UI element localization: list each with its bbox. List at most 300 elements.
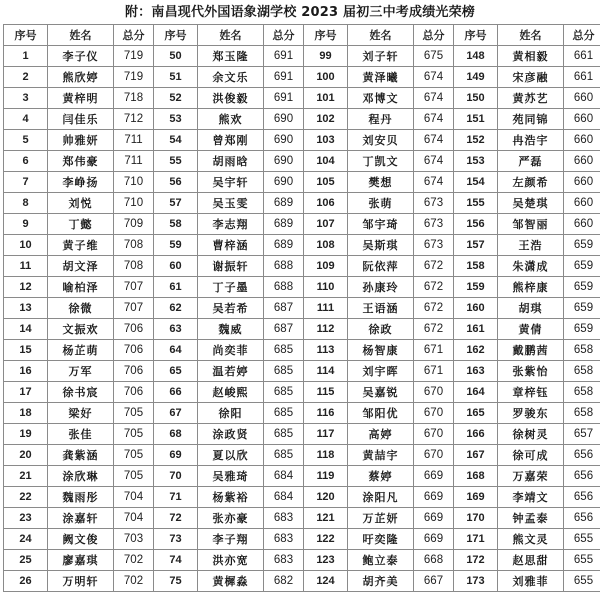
name-cell: 胡雨晗 [198,151,264,172]
rank-cell: 21 [4,466,48,487]
rank-cell: 120 [304,487,348,508]
name-cell: 冉浩宇 [498,130,564,151]
score-cell: 683 [264,508,304,529]
score-cell: 689 [264,235,304,256]
table-row [4,151,600,172]
rank-cell: 51 [154,67,198,88]
rank-cell: 71 [154,487,198,508]
table-row [4,571,600,592]
header-name: 姓名 [198,25,264,46]
rank-cell: 103 [304,130,348,151]
score-cell: 659 [564,298,600,319]
name-cell: 李子翔 [198,529,264,550]
name-cell: 邹智丽 [498,214,564,235]
name-cell: 徐微 [48,298,114,319]
rank-cell: 156 [454,214,498,235]
name-cell: 徐书宸 [48,382,114,403]
name-cell: 黄相毅 [498,46,564,67]
name-cell: 刘雅菲 [498,571,564,592]
name-cell: 钟孟泰 [498,508,564,529]
name-cell: 李子仪 [48,46,114,67]
score-cell: 685 [264,361,304,382]
score-cell: 706 [114,319,154,340]
rank-cell: 18 [4,403,48,424]
name-cell: 罗骏东 [498,403,564,424]
score-cell: 669 [414,508,454,529]
score-cell: 655 [564,529,600,550]
rank-cell: 157 [454,235,498,256]
name-cell: 黄子维 [48,235,114,256]
name-cell: 余文乐 [198,67,264,88]
rank-cell: 118 [304,445,348,466]
name-cell: 万明轩 [48,571,114,592]
table-row [4,382,600,403]
score-cell: 669 [414,487,454,508]
rank-cell: 69 [154,445,198,466]
rank-cell: 72 [154,508,198,529]
table-row [4,466,600,487]
score-cell: 719 [114,67,154,88]
rank-cell: 50 [154,46,198,67]
rank-cell: 169 [454,487,498,508]
score-cell: 670 [414,382,454,403]
rank-cell: 1 [4,46,48,67]
score-cell: 674 [414,88,454,109]
score-cell: 673 [414,214,454,235]
header-row [4,25,600,46]
rank-cell: 57 [154,193,198,214]
name-cell: 吴玉雯 [198,193,264,214]
rank-cell: 150 [454,88,498,109]
rank-cell: 109 [304,256,348,277]
name-cell: 章梓钰 [498,382,564,403]
table-row [4,508,600,529]
score-cell: 658 [564,382,600,403]
score-cell: 682 [264,571,304,592]
rank-cell: 161 [454,319,498,340]
rank-cell: 171 [454,529,498,550]
name-cell: 樊想 [348,172,414,193]
name-cell: 郑玉隆 [198,46,264,67]
rank-cell: 110 [304,277,348,298]
name-cell: 徐可成 [498,445,564,466]
score-cell: 708 [114,256,154,277]
rank-cell: 10 [4,235,48,256]
score-cell: 707 [114,277,154,298]
rank-cell: 2 [4,67,48,88]
rank-cell: 74 [154,550,198,571]
score-cell: 690 [264,172,304,193]
name-cell: 文振欢 [48,319,114,340]
name-cell: 王浩 [498,235,564,256]
name-cell: 张萌 [348,193,414,214]
score-cell: 660 [564,214,600,235]
score-cell: 659 [564,277,600,298]
score-cell: 659 [564,319,600,340]
rank-cell: 67 [154,403,198,424]
header-score: 总分 [264,25,304,46]
name-cell: 邓博文 [348,88,414,109]
rank-cell: 16 [4,361,48,382]
score-cell: 668 [414,550,454,571]
rank-cell: 99 [304,46,348,67]
name-cell: 胡琪 [498,298,564,319]
score-cell: 702 [114,571,154,592]
rank-cell: 123 [304,550,348,571]
name-cell: 胡齐美 [348,571,414,592]
score-cell: 705 [114,466,154,487]
score-cell: 672 [414,277,454,298]
table-row [4,445,600,466]
rank-cell: 173 [454,571,498,592]
score-cell: 708 [114,235,154,256]
name-cell: 龚紫涵 [48,445,114,466]
name-cell: 邹阳优 [348,403,414,424]
name-cell: 朱潇成 [498,256,564,277]
name-cell: 吴雅琦 [198,466,264,487]
name-cell: 王语涵 [348,298,414,319]
table-row [4,67,600,88]
score-cell: 669 [414,529,454,550]
rank-cell: 59 [154,235,198,256]
name-cell: 洪俊毅 [198,88,264,109]
name-cell: 万军 [48,361,114,382]
score-cell: 660 [564,172,600,193]
rank-cell: 148 [454,46,498,67]
rank-cell: 12 [4,277,48,298]
rank-cell: 58 [154,214,198,235]
score-cell: 719 [114,46,154,67]
rank-cell: 160 [454,298,498,319]
rank-cell: 152 [454,130,498,151]
score-cell: 690 [264,130,304,151]
name-cell: 徐树灵 [498,424,564,445]
table-row [4,319,600,340]
name-cell: 丁凯文 [348,151,414,172]
name-cell: 郑伟豪 [48,151,114,172]
name-cell: 杨智康 [348,340,414,361]
score-cell: 703 [114,529,154,550]
score-cell: 660 [564,193,600,214]
name-cell: 严磊 [498,151,564,172]
name-cell: 吁奕隆 [348,529,414,550]
score-cell: 687 [264,319,304,340]
score-cell: 661 [564,46,600,67]
rank-cell: 24 [4,529,48,550]
rank-cell: 159 [454,277,498,298]
score-cell: 689 [264,193,304,214]
name-cell: 熊欣婷 [48,67,114,88]
name-cell: 黄梓明 [48,88,114,109]
score-cell: 661 [564,67,600,88]
score-cell: 670 [414,403,454,424]
score-cell: 704 [114,508,154,529]
score-cell: 659 [564,235,600,256]
rank-cell: 60 [154,256,198,277]
table-row [4,214,600,235]
score-cell: 660 [564,151,600,172]
table-row [4,88,600,109]
name-cell: 丁子墨 [198,277,264,298]
rank-cell: 166 [454,424,498,445]
score-cell: 711 [114,151,154,172]
rank-cell: 3 [4,88,48,109]
table-row [4,46,600,67]
name-cell: 张紫怡 [498,361,564,382]
name-cell: 黄苏艺 [498,88,564,109]
header-name: 姓名 [348,25,414,46]
rank-cell: 11 [4,256,48,277]
score-cell: 706 [114,382,154,403]
name-cell: 张佳 [48,424,114,445]
rank-cell: 4 [4,109,48,130]
name-cell: 洪亦宽 [198,550,264,571]
name-cell: 吴嘉锐 [348,382,414,403]
name-cell: 刘安贝 [348,130,414,151]
table-row [4,487,600,508]
name-cell: 李志翔 [198,214,264,235]
rank-cell: 172 [454,550,498,571]
table-row [4,235,600,256]
score-cell: 675 [414,46,454,67]
rank-cell: 149 [454,67,498,88]
score-cell: 688 [264,277,304,298]
table-row [4,529,600,550]
score-cell: 672 [414,319,454,340]
rank-cell: 122 [304,529,348,550]
rank-cell: 66 [154,382,198,403]
score-cell: 706 [114,361,154,382]
rank-cell: 154 [454,172,498,193]
rank-cell: 158 [454,256,498,277]
document-title: 附：南昌现代外国语象湖学校 2023 届初三中考成绩光荣榜 [0,2,600,24]
table-row [4,109,600,130]
score-cell: 660 [564,88,600,109]
score-cell: 672 [414,256,454,277]
rank-cell: 107 [304,214,348,235]
name-cell: 涂嘉轩 [48,508,114,529]
score-cell: 688 [264,256,304,277]
name-cell: 温若婷 [198,361,264,382]
score-cell: 658 [564,361,600,382]
name-cell: 高婷 [348,424,414,445]
rank-cell: 20 [4,445,48,466]
table-row [4,277,600,298]
score-cell: 660 [564,130,600,151]
score-cell: 687 [264,298,304,319]
name-cell: 刘宇晖 [348,361,414,382]
rank-cell: 53 [154,109,198,130]
name-cell: 黄倩 [498,319,564,340]
rank-cell: 104 [304,151,348,172]
header-rank: 序号 [4,25,48,46]
name-cell: 赵峻熙 [198,382,264,403]
name-cell: 左颜希 [498,172,564,193]
name-cell: 涂欣琳 [48,466,114,487]
name-cell: 孙康玲 [348,277,414,298]
table-row [4,256,600,277]
name-cell: 喻柏泽 [48,277,114,298]
rank-cell: 113 [304,340,348,361]
rank-cell: 117 [304,424,348,445]
table-row [4,172,600,193]
name-cell: 吴若希 [198,298,264,319]
table-row [4,130,600,151]
rank-cell: 108 [304,235,348,256]
rank-cell: 165 [454,403,498,424]
header-name: 姓名 [498,25,564,46]
score-cell: 685 [264,403,304,424]
name-cell: 苑同锦 [498,109,564,130]
table-row [4,424,600,445]
score-cell: 689 [264,214,304,235]
name-cell: 魏雨彤 [48,487,114,508]
rank-cell: 68 [154,424,198,445]
name-cell: 吴楚琪 [498,193,564,214]
rank-cell: 124 [304,571,348,592]
score-cell: 710 [114,172,154,193]
name-cell: 胡文泽 [48,256,114,277]
rank-cell: 102 [304,109,348,130]
name-cell: 帅雅妍 [48,130,114,151]
score-cell: 674 [414,130,454,151]
rank-cell: 22 [4,487,48,508]
rank-cell: 65 [154,361,198,382]
name-cell: 夏以欣 [198,445,264,466]
name-cell: 熊梓康 [498,277,564,298]
score-cell: 658 [564,403,600,424]
name-cell: 张亦豪 [198,508,264,529]
rank-cell: 62 [154,298,198,319]
score-cell: 691 [264,46,304,67]
score-cell: 656 [564,487,600,508]
name-cell: 尚奕菲 [198,340,264,361]
score-cell: 660 [564,109,600,130]
score-cell: 704 [114,487,154,508]
rank-cell: 112 [304,319,348,340]
score-cell: 671 [414,361,454,382]
score-cell: 690 [264,151,304,172]
rank-cell: 162 [454,340,498,361]
score-cell: 670 [414,424,454,445]
rank-cell: 17 [4,382,48,403]
rank-cell: 61 [154,277,198,298]
rank-cell: 106 [304,193,348,214]
header-rank: 序号 [454,25,498,46]
table-row [4,403,600,424]
score-cell: 685 [264,382,304,403]
rank-cell: 170 [454,508,498,529]
rank-cell: 56 [154,172,198,193]
score-cell: 684 [264,487,304,508]
rank-cell: 164 [454,382,498,403]
score-cell: 674 [414,109,454,130]
header-score: 总分 [114,25,154,46]
name-cell: 黄泽曦 [348,67,414,88]
score-cell: 712 [114,109,154,130]
rank-cell: 119 [304,466,348,487]
rank-cell: 121 [304,508,348,529]
rank-cell: 8 [4,193,48,214]
score-cell: 709 [114,214,154,235]
rank-cell: 52 [154,88,198,109]
rank-cell: 111 [304,298,348,319]
score-cell: 657 [564,424,600,445]
score-cell: 667 [414,571,454,592]
table-row [4,361,600,382]
name-cell: 鲍立泰 [348,550,414,571]
score-cell: 705 [114,445,154,466]
rank-cell: 19 [4,424,48,445]
name-cell: 阙文俊 [48,529,114,550]
score-cell: 673 [414,235,454,256]
score-cell: 683 [264,529,304,550]
rank-cell: 167 [454,445,498,466]
name-cell: 吴宇轩 [198,172,264,193]
rank-cell: 70 [154,466,198,487]
score-cell: 707 [114,298,154,319]
rank-cell: 14 [4,319,48,340]
rank-cell: 105 [304,172,348,193]
rank-cell: 155 [454,193,498,214]
table-row [4,298,600,319]
name-cell: 黄樨淼 [198,571,264,592]
name-cell: 刘悦 [48,193,114,214]
name-cell: 曹梓涵 [198,235,264,256]
score-cell: 683 [264,550,304,571]
header-rank: 序号 [304,25,348,46]
name-cell: 李靖文 [498,487,564,508]
score-cell: 671 [414,340,454,361]
rank-cell: 23 [4,508,48,529]
score-cell: 685 [264,445,304,466]
rank-cell: 54 [154,130,198,151]
name-cell: 戴鹏茜 [498,340,564,361]
name-cell: 万芷妍 [348,508,414,529]
score-cell: 655 [564,571,600,592]
name-cell: 万嘉荣 [498,466,564,487]
score-cell: 710 [114,193,154,214]
name-cell: 徐阳 [198,403,264,424]
score-cell: 656 [564,508,600,529]
score-cell: 711 [114,130,154,151]
name-cell: 阮依萍 [348,256,414,277]
score-table [3,24,600,592]
name-cell: 丁懿 [48,214,114,235]
name-cell: 曾郑刚 [198,130,264,151]
score-cell: 656 [564,445,600,466]
rank-cell: 73 [154,529,198,550]
name-cell: 杨紫裕 [198,487,264,508]
name-cell: 邹宇琦 [348,214,414,235]
table-row [4,550,600,571]
score-cell: 718 [114,88,154,109]
rank-cell: 15 [4,340,48,361]
name-cell: 赵思甜 [498,550,564,571]
rank-cell: 5 [4,130,48,151]
name-cell: 梁好 [48,403,114,424]
table-row [4,340,600,361]
rank-cell: 25 [4,550,48,571]
name-cell: 涂政贤 [198,424,264,445]
score-cell: 674 [414,67,454,88]
score-cell: 706 [114,340,154,361]
table-body [4,46,600,592]
name-cell: 谢振轩 [198,256,264,277]
score-cell: 670 [414,445,454,466]
score-cell: 702 [114,550,154,571]
score-cell: 672 [414,298,454,319]
